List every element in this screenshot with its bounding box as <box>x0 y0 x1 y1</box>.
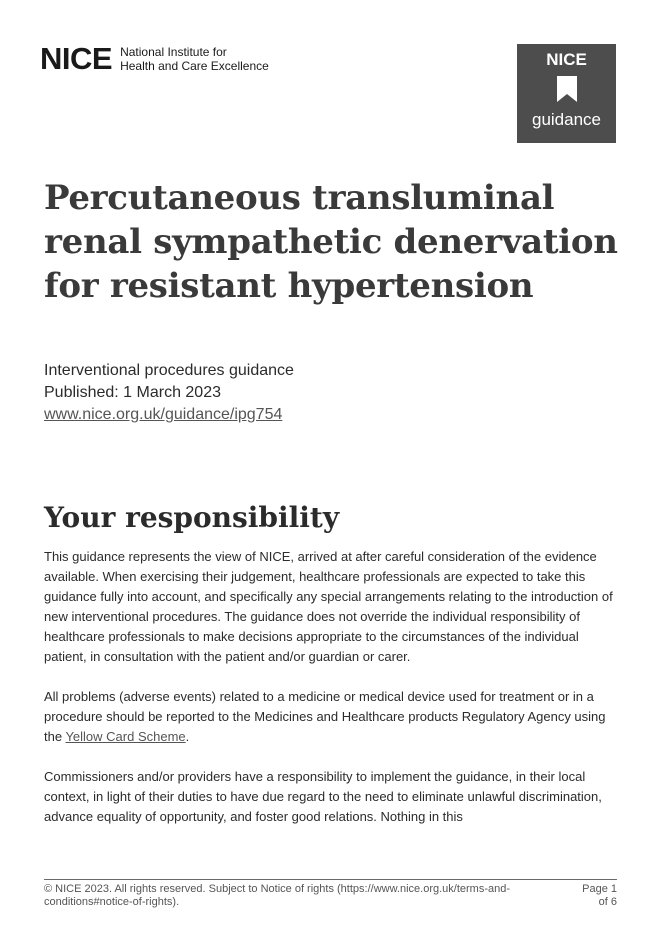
guidance-meta <box>44 360 294 426</box>
guidance-badge <box>517 44 616 143</box>
section-heading: Your responsibility <box>44 501 340 534</box>
copyright-notice: © NICE 2023. All rights reserved. Subject to Notice of rights (https://www.nice.org.uk/terms-and-conditions#notice-of-rights). <box>44 883 511 908</box>
page-footer <box>44 879 617 909</box>
logo-line-1: National Institute for <box>120 44 227 59</box>
bookmark-icon <box>557 76 577 102</box>
paragraph-2-text: All problems (adverse events) related to a medicine or medical device used for treatment or in a procedure should be reported to the Medicines and Healthcare products Regulatory Agency using the <box>44 689 606 744</box>
badge-guidance-label: guidance <box>531 110 601 129</box>
logo-line-2: Health and Care Excellence <box>120 58 269 73</box>
paragraph-3: Commissioners and/or providers have a responsibility to implement the guidance, in their local context, in light of their duties to have due regard to the need to eliminate unlawful discrimination, advance equality of opportunity, and foster good relations. Nothing in this <box>44 769 602 824</box>
guidance-type: Interventional procedures guidance <box>44 362 294 379</box>
nice-logo <box>40 43 269 74</box>
yellow-card-scheme-link[interactable]: Yellow Card Scheme <box>65 729 186 744</box>
paragraph-2 <box>44 687 624 747</box>
page-title: Percutaneous transluminal renal sympathetic denervation for resistant hypertension <box>44 178 618 306</box>
nice-logo-text <box>120 45 269 73</box>
page-number-line-1: Page 1 <box>582 883 617 895</box>
responsibility-text <box>44 547 624 847</box>
nice-logo-word: NICE <box>40 41 113 76</box>
badge-nice-label: NICE <box>546 50 587 69</box>
paragraph-1: This guidance represents the view of NICE, arrived at after careful consideration of the evidence available. When exercising their judgement, healthcare professionals are expected to take this guidance fully into account, and specifically any special arrangements relating to the introduction of new interventional procedures. The guidance does not override the individual responsibility of healthcare professionals to make decisions appropriate to the circumstances of the individual patient, in consultation with the patient and/or guardian or carer. <box>44 549 613 664</box>
published-date: Published: 1 March 2023 <box>44 384 221 401</box>
page-number <box>573 883 617 909</box>
paragraph-2-end: . <box>185 729 190 744</box>
guidance-url-link[interactable]: www.nice.org.uk/guidance/ipg754 <box>44 406 283 423</box>
page-number-line-2: of 6 <box>598 896 617 908</box>
